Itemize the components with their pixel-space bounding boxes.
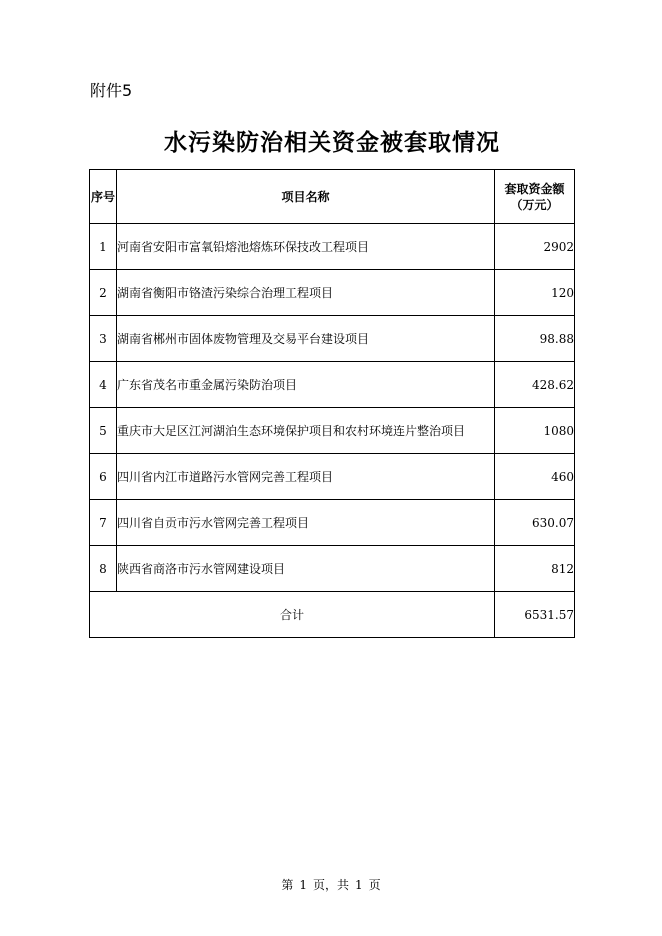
row-amount: 120 [495,270,575,316]
total-row [90,592,575,638]
row-seq: 1 [90,224,117,270]
row-amount: 1080 [495,408,575,454]
row-seq: 4 [90,362,117,408]
funds-table [89,169,575,638]
header-name: 项目名称 [117,170,495,224]
row-seq: 5 [90,408,117,454]
footer-page-prefix: 第 [281,878,294,892]
total-amount: 6531.57 [495,592,575,638]
footer-page-number: 1 [299,878,307,892]
row-amount: 98.88 [495,316,575,362]
row-amount: 428.62 [495,362,575,408]
row-seq: 7 [90,500,117,546]
row-seq: 2 [90,270,117,316]
table-row [90,316,575,362]
row-amount: 2902 [495,224,575,270]
table-row [90,408,575,454]
table-row [90,546,575,592]
page-footer [0,876,662,893]
header-seq: 序号 [90,170,117,224]
row-amount: 812 [495,546,575,592]
table-row [90,454,575,500]
total-label: 合计 [90,592,495,638]
attachment-label: 附件5 [90,81,133,100]
row-seq: 6 [90,454,117,500]
footer-page-suffix: 页 [368,878,381,892]
row-name: 四川省内江市道路污水管网完善工程项目 [117,454,495,500]
header-amount [495,170,575,224]
row-name: 四川省自贡市污水管网完善工程项目 [117,500,495,546]
row-amount: 460 [495,454,575,500]
table-row [90,224,575,270]
row-name: 湖南省郴州市固体废物管理及交易平台建设项目 [117,316,495,362]
footer-page-mid: 页，共 [312,878,349,892]
footer-page-total: 1 [355,878,363,892]
page-title: 水污染防治相关资金被套取情况 [164,130,500,156]
row-seq: 8 [90,546,117,592]
row-name: 河南省安阳市富氧铅熔池熔炼环保技改工程项目 [117,224,495,270]
header-amount-line1: 套取资金额 [504,181,565,196]
row-name: 陕西省商洛市污水管网建设项目 [117,546,495,592]
table-row [90,362,575,408]
row-amount: 630.07 [495,500,575,546]
table-row [90,270,575,316]
row-name: 重庆市大足区江河湖泊生态环境保护项目和农村环境连片整治项目 [117,408,495,454]
table-row [90,500,575,546]
table-header-row [90,170,575,224]
row-name: 广东省茂名市重金属污染防治项目 [117,362,495,408]
row-name: 湖南省衡阳市铬渣污染综合治理工程项目 [117,270,495,316]
header-amount-line2: （万元） [510,197,559,212]
row-seq: 3 [90,316,117,362]
